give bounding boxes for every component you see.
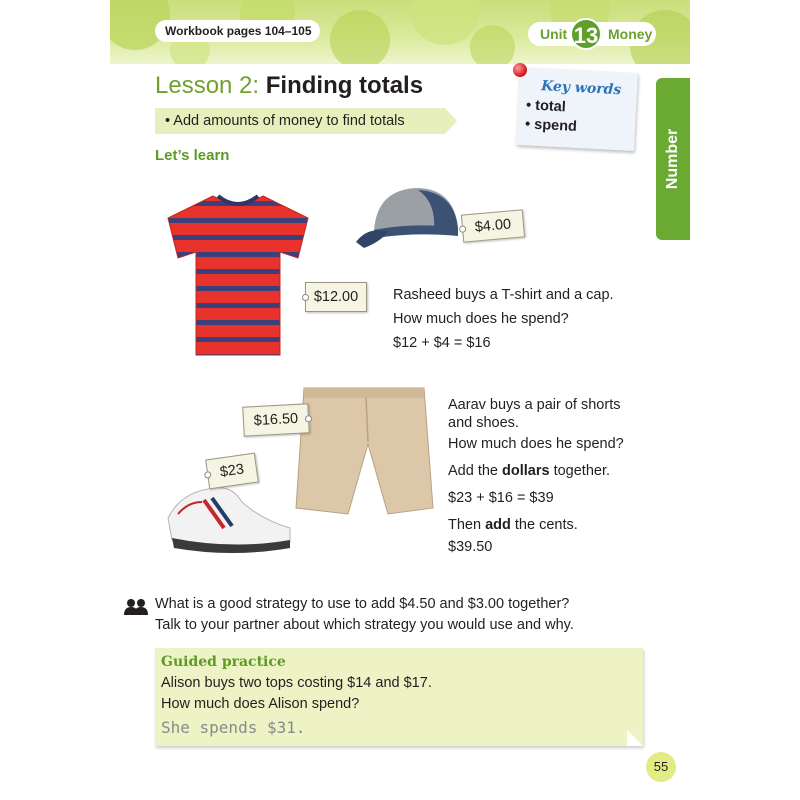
example2-line1: Aarav buys a pair of shorts [448,397,621,413]
lesson-objective: • Add amounts of money to find totals [155,108,445,134]
key-word-spend: • spend [524,116,578,136]
example2-line3: How much does he spend? [448,436,624,452]
workbook-pages-label: Workbook pages 104–105 [155,20,320,42]
cap-image [354,182,464,254]
guided-practice-box [155,648,643,746]
example1-line3: $12 + $4 = $16 [393,335,491,351]
example1-line1: Rasheed buys a T-shirt and a cap. [393,287,614,303]
page-number: 55 [646,752,676,782]
shorts-price: $16.50 [253,410,299,430]
textbook-page [110,0,690,800]
example2-line2: and shoes. [448,415,519,431]
sneaker-image [162,480,297,558]
dollars-keyword: dollars [502,463,550,479]
example1-line2: How much does he spend? [393,311,569,327]
example2-line6: Then add the cents. [448,517,578,533]
shoes-price: $23 [218,461,246,481]
cap-price: $4.00 [474,216,512,236]
lesson-prefix: Lesson 2: [155,72,260,99]
lets-learn-heading: Let’s learn [155,147,230,164]
number-side-tab [656,78,690,240]
discussion-line1: What is a good strategy to use to add $4.50 and $3.00 together? [155,596,570,612]
tshirt-image [158,190,318,360]
unit-number: 13 [570,18,602,50]
example2-line5: $23 + $16 = $39 [448,490,554,506]
guided-practice-answer: She spends $31. [161,718,306,737]
header-band [110,0,690,64]
tshirt-price: $12.00 [313,289,359,305]
guided-practice-title: Guided practice [161,654,286,670]
example2-line4: Add the dollars together. [448,463,611,479]
lesson-title [155,72,423,100]
price-tag-cap [461,209,525,242]
unit-label: Unit [540,26,568,42]
guided-practice-line2: How much does Alison spend? [161,696,360,712]
pushpin-icon [513,63,527,77]
unit-badge [528,22,656,46]
unit-title: Money [608,26,653,42]
guided-practice-line1: Alison buys two tops costing $14 and $17. [161,675,432,691]
price-tag-shorts [242,403,309,436]
side-tab-label: Number [664,128,681,190]
key-word-total: • total [525,97,567,116]
key-words-note [516,67,638,151]
shorts-image [288,384,438,534]
example2-line7: $39.50 [448,539,493,555]
pair-work-icon [124,598,148,616]
price-tag-tshirt [305,282,367,312]
discussion-line2: Talk to your partner about which strategy you would use and why. [155,617,574,633]
lesson-name: Finding totals [265,72,424,99]
key-words-title: Key words [540,78,622,99]
add-keyword: add [485,517,511,533]
